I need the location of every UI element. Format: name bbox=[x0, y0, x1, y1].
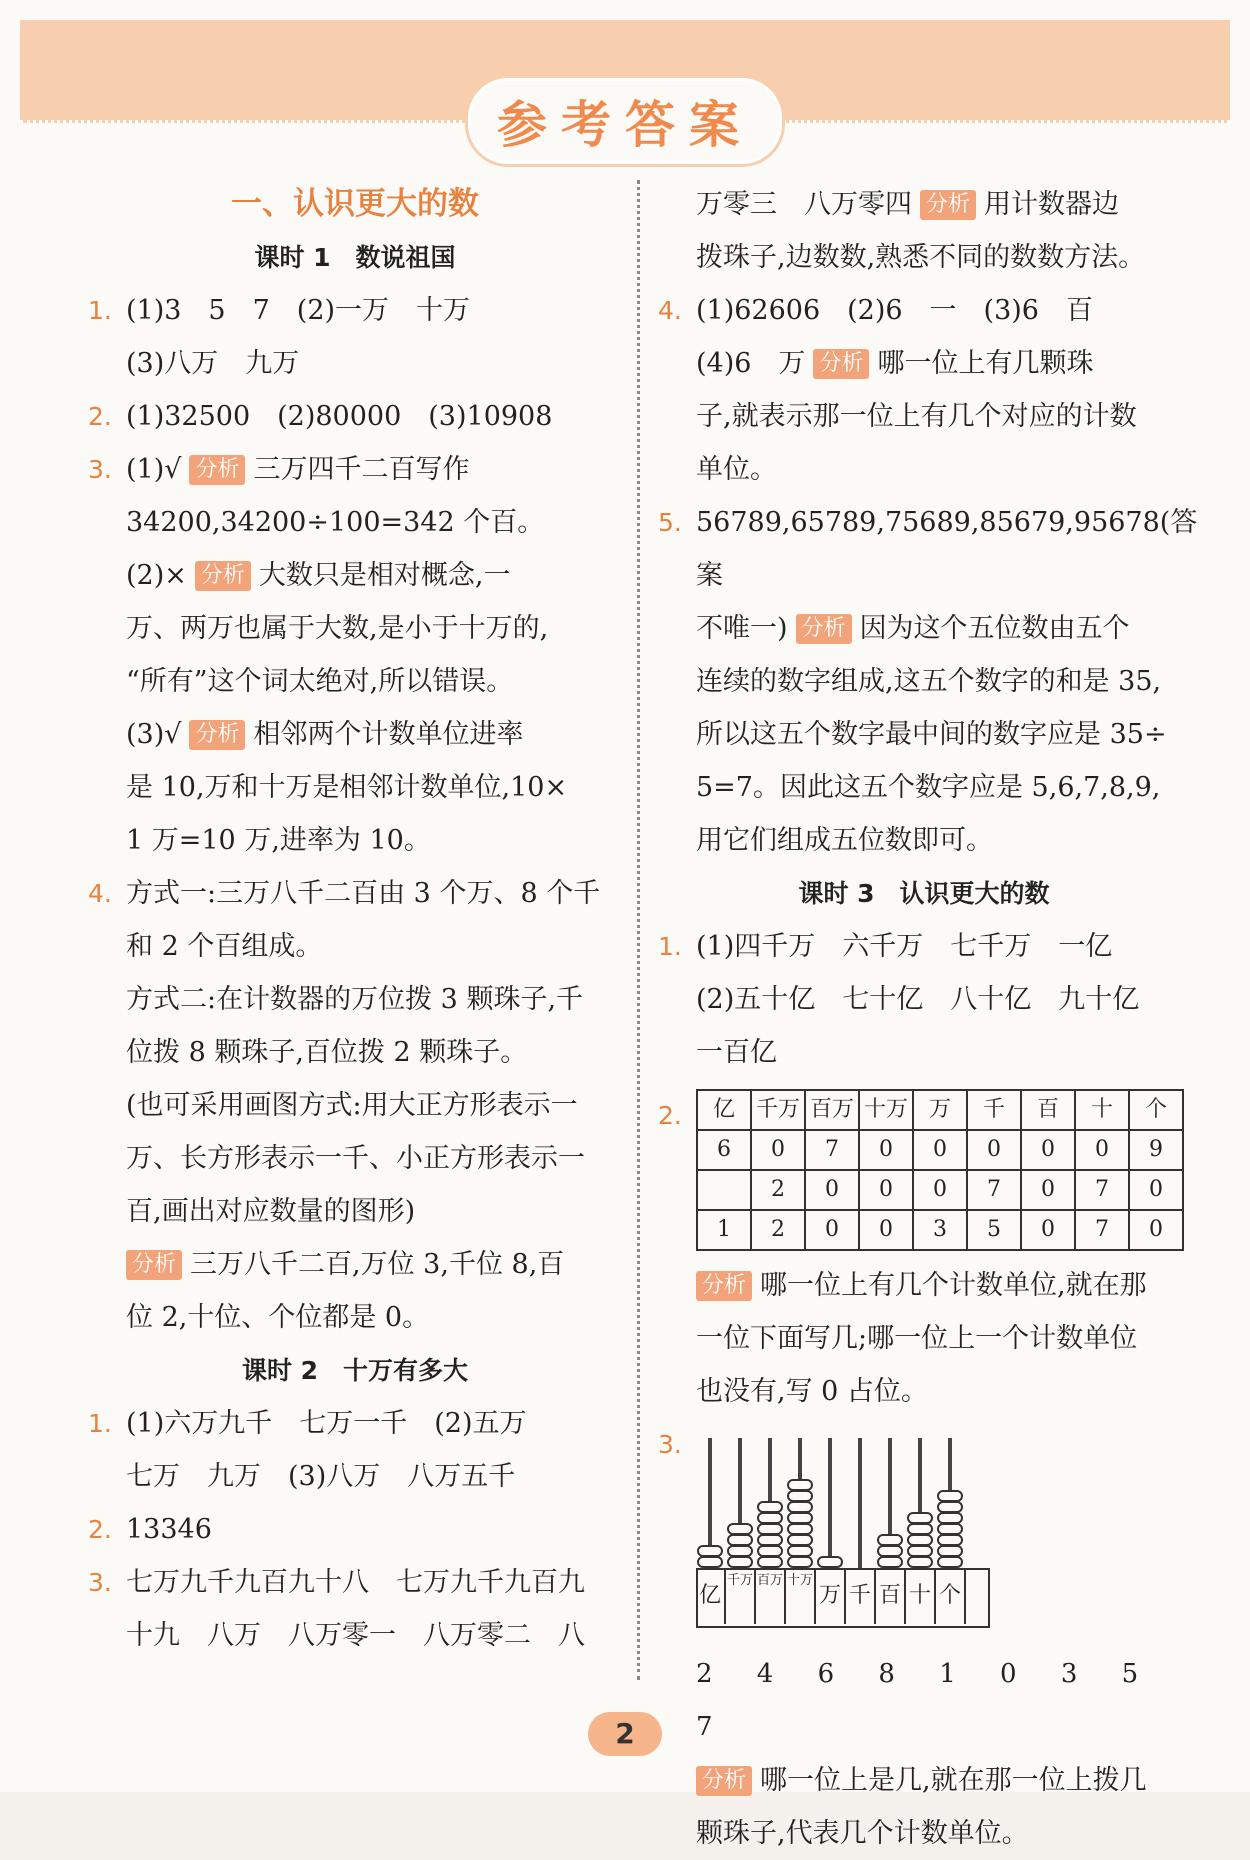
table-cell: 0 bbox=[913, 1170, 967, 1210]
abacus-bead bbox=[907, 1545, 933, 1557]
l1-question-3 bbox=[84, 443, 626, 867]
abacus-bead bbox=[817, 1556, 843, 1568]
answer-line: (1)3 5 7 (2)一万 十万 bbox=[126, 295, 471, 326]
answer-line bbox=[696, 602, 1194, 655]
abacus-label: 十 bbox=[906, 1568, 936, 1624]
answer-line: 34200,34200÷100=342 个百。 bbox=[126, 507, 545, 538]
answer-text: 万零三 八万零四 bbox=[696, 189, 912, 220]
answer-line: (2)五十亿 七十亿 八十亿 九十亿 bbox=[696, 984, 1140, 1015]
analysis-text: 哪一位上是几,就在那一位上拨几 bbox=[760, 1765, 1147, 1796]
answer-line: 13346 bbox=[126, 1514, 212, 1545]
analysis-text: 用计数器边 bbox=[984, 189, 1120, 220]
answer-text: (4)6 万 bbox=[696, 348, 806, 379]
table-header: 十 bbox=[1075, 1090, 1129, 1130]
page-number: 2 bbox=[588, 1712, 662, 1756]
l2-question-3 bbox=[84, 1556, 626, 1662]
l3-question-2 bbox=[654, 1089, 1194, 1418]
analysis-tag: 分析 bbox=[189, 720, 245, 750]
table-header: 百万 bbox=[805, 1090, 859, 1130]
answer-line: 用它们组成五位数即可。 bbox=[696, 825, 993, 856]
answer-line: 万、两万也属于大数,是小于十万的, bbox=[126, 613, 549, 644]
answer-line: 百,画出对应数量的图形) bbox=[126, 1196, 416, 1227]
answer-line: 是 10,万和十万是相邻计数单位,10× bbox=[126, 772, 568, 803]
l2-question-5 bbox=[654, 496, 1198, 867]
table-cell: 7 bbox=[805, 1130, 859, 1170]
table-header: 亿 bbox=[697, 1090, 751, 1130]
abacus-bead bbox=[727, 1534, 753, 1546]
abacus-label: 千 bbox=[846, 1568, 876, 1624]
table-header: 千万 bbox=[751, 1090, 805, 1130]
answer-line bbox=[126, 443, 626, 496]
analysis-tag: 分析 bbox=[126, 1250, 182, 1280]
l2-question-4 bbox=[654, 284, 1194, 496]
abacus-bead bbox=[727, 1545, 753, 1557]
answer-line: 位 2,十位、个位都是 0。 bbox=[126, 1302, 430, 1333]
table-cell: 0 bbox=[1075, 1130, 1129, 1170]
answer-line: 七万九千九百九十八 七万九千九百九 bbox=[126, 1567, 585, 1598]
place-value-table bbox=[696, 1089, 1184, 1251]
abacus-bead bbox=[787, 1545, 813, 1557]
abacus-bead bbox=[937, 1523, 963, 1535]
abacus-label: 百 bbox=[876, 1568, 906, 1624]
analysis-text: 因为这个五位数由五个 bbox=[859, 613, 1130, 644]
answer-line: 颗珠子,代表几个计数单位。 bbox=[696, 1818, 1029, 1849]
table-cell: 0 bbox=[1129, 1170, 1183, 1210]
question-number: 4. bbox=[658, 296, 682, 325]
question-number: 2. bbox=[88, 402, 112, 431]
l2-question-2 bbox=[84, 1503, 626, 1556]
answer-line: 七万 九万 (3)八万 八万五千 bbox=[126, 1461, 516, 1492]
question-number: 5. bbox=[658, 508, 682, 537]
answer-line: 5=7。因此这五个数字应是 5,6,7,8,9, bbox=[696, 772, 1161, 803]
lesson-3-title: 课时 3 认识更大的数 bbox=[798, 879, 1050, 908]
l1-question-1 bbox=[84, 284, 626, 390]
analysis-text: 哪一位上有几个计数单位,就在那 bbox=[760, 1270, 1147, 1301]
answer-line: “所有”这个词太绝对,所以错误。 bbox=[126, 666, 514, 697]
analysis-tag: 分析 bbox=[920, 190, 976, 220]
table-header: 千 bbox=[967, 1090, 1021, 1130]
abacus-bead bbox=[937, 1501, 963, 1513]
answer-line: (1)62606 (2)6 一 (3)6 百 bbox=[696, 295, 1093, 326]
question-number: 1. bbox=[88, 296, 112, 325]
analysis-text: 哪一位上有几颗珠 bbox=[877, 348, 1094, 379]
table-cell: 0 bbox=[859, 1210, 913, 1250]
table-cell: 0 bbox=[913, 1130, 967, 1170]
l3-question-1 bbox=[654, 920, 1194, 1079]
l3-question-3 bbox=[654, 1418, 1194, 1860]
answer-line: 56789,65789,75689,85679,95678(答案 bbox=[696, 507, 1198, 591]
table-cell: 7 bbox=[1075, 1170, 1129, 1210]
abacus-label: 百万 bbox=[756, 1568, 786, 1624]
analysis-tag: 分析 bbox=[796, 614, 852, 644]
answer-line bbox=[696, 178, 1194, 231]
abacus-bead bbox=[757, 1534, 783, 1546]
table-cell: 0 bbox=[1021, 1210, 1075, 1250]
abacus-bead bbox=[727, 1523, 753, 1535]
abacus-bead bbox=[757, 1523, 783, 1535]
table-cell: 2 bbox=[751, 1210, 805, 1250]
abacus-bead bbox=[787, 1512, 813, 1524]
table-cell: 6 bbox=[697, 1130, 751, 1170]
abacus-bead bbox=[757, 1512, 783, 1524]
answer-line: 一百亿 bbox=[696, 1037, 777, 1068]
table-header: 万 bbox=[913, 1090, 967, 1130]
abacus-digits: 2 4 6 8 1 0 3 5 7 bbox=[696, 1659, 1157, 1742]
abacus-bead bbox=[877, 1545, 903, 1557]
answer-line: 连续的数字组成,这五个数字的和是 35, bbox=[696, 666, 1162, 697]
table-header: 百 bbox=[1021, 1090, 1075, 1130]
analysis-tag: 分析 bbox=[189, 455, 245, 485]
lesson-1-title: 课时 1 数说祖国 bbox=[254, 243, 456, 272]
abacus-bead bbox=[907, 1556, 933, 1568]
answer-line: 方式二:在计数器的万位拨 3 颗珠子,千 bbox=[126, 984, 584, 1015]
table-cell: 7 bbox=[1075, 1210, 1129, 1250]
abacus-diagram bbox=[696, 1418, 996, 1648]
answer-line: 一位下面写几;哪一位上一个计数单位 bbox=[696, 1323, 1138, 1354]
table-row bbox=[697, 1130, 1183, 1170]
abacus-label: 千万 bbox=[726, 1568, 756, 1624]
question-number: 2. bbox=[88, 1515, 112, 1544]
table-row bbox=[697, 1170, 1183, 1210]
abacus-bead bbox=[787, 1534, 813, 1546]
abacus-bead bbox=[757, 1545, 783, 1557]
table-cell: 3 bbox=[913, 1210, 967, 1250]
answer-line: (1)六万九千 七万一千 (2)五万 bbox=[126, 1408, 527, 1439]
answer-text: (1)√ bbox=[126, 454, 182, 485]
l2-question-1 bbox=[84, 1397, 626, 1503]
header bbox=[0, 78, 1250, 164]
answer-line: 方式一:三万八千二百由 3 个万、8 个千 bbox=[126, 878, 601, 909]
abacus-label: 亿 bbox=[696, 1568, 726, 1624]
analysis-text: 三万八千二百,万位 3,千位 8,百 bbox=[190, 1249, 565, 1280]
table-cell: 1 bbox=[697, 1210, 751, 1250]
answer-line bbox=[696, 1259, 1194, 1312]
abacus-bead bbox=[787, 1490, 813, 1502]
abacus-bead bbox=[787, 1479, 813, 1491]
abacus-bead bbox=[697, 1556, 723, 1568]
table-row bbox=[697, 1210, 1183, 1250]
page-title: 参考答案 bbox=[468, 78, 782, 164]
answer-line bbox=[696, 337, 1194, 390]
answer-line: (3)八万 九万 bbox=[126, 348, 300, 379]
table-cell: 9 bbox=[1129, 1130, 1183, 1170]
table-header: 十万 bbox=[859, 1090, 913, 1130]
abacus-bead bbox=[757, 1501, 783, 1513]
question-number: 2. bbox=[658, 1101, 682, 1130]
answer-line: 子,就表示那一位上有几个对应的计数 bbox=[696, 401, 1137, 432]
analysis-tag: 分析 bbox=[696, 1271, 752, 1301]
analysis-text: 三万四千二百写作 bbox=[253, 454, 470, 485]
answer-line bbox=[696, 1754, 1194, 1807]
answer-line bbox=[126, 708, 626, 761]
table-cell: 0 bbox=[859, 1170, 913, 1210]
answer-line: 所以这五个数字最中间的数字应是 35÷ bbox=[696, 719, 1167, 750]
answer-line: 单位。 bbox=[696, 454, 777, 485]
answer-line: (1)四千万 六千万 七千万 一亿 bbox=[696, 931, 1113, 962]
answer-line: 万、长方形表示一千、小正方形表示一 bbox=[126, 1143, 585, 1174]
abacus-bead bbox=[757, 1556, 783, 1568]
abacus-bead bbox=[877, 1534, 903, 1546]
table-cell: 0 bbox=[751, 1130, 805, 1170]
answer-text: (2)× bbox=[126, 560, 187, 591]
abacus-bead bbox=[937, 1545, 963, 1557]
l1-question-2 bbox=[84, 390, 626, 443]
analysis-text: 相邻两个计数单位进率 bbox=[253, 719, 524, 750]
question-number: 4. bbox=[88, 879, 112, 908]
answer-line: (也可采用画图方式:用大正方形表示一 bbox=[126, 1090, 578, 1121]
table-cell: 0 bbox=[1129, 1210, 1183, 1250]
table-cell: 0 bbox=[859, 1130, 913, 1170]
right-column bbox=[654, 178, 1198, 1860]
abacus-bead bbox=[877, 1556, 903, 1568]
table-header-row bbox=[697, 1090, 1183, 1130]
column-divider bbox=[637, 180, 640, 1680]
abacus-bead bbox=[907, 1512, 933, 1524]
abacus-bead bbox=[937, 1556, 963, 1568]
table-cell: 0 bbox=[805, 1170, 859, 1210]
analysis-tag: 分析 bbox=[195, 561, 251, 591]
left-column bbox=[84, 178, 626, 1662]
question-number: 1. bbox=[88, 1409, 112, 1438]
analysis-tag: 分析 bbox=[696, 1766, 752, 1796]
question-number: 1. bbox=[658, 932, 682, 961]
question-number: 3. bbox=[88, 455, 112, 484]
abacus-label: 十万 bbox=[786, 1568, 816, 1624]
abacus-bead bbox=[937, 1534, 963, 1546]
section-title: 一、认识更大的数 bbox=[231, 186, 479, 222]
table-cell: 7 bbox=[967, 1170, 1021, 1210]
answer-line: (1)32500 (2)80000 (3)10908 bbox=[126, 401, 553, 432]
abacus-rod bbox=[858, 1438, 862, 1578]
abacus-bead bbox=[937, 1490, 963, 1502]
answer-line bbox=[126, 1238, 626, 1291]
table-cell: 5 bbox=[967, 1210, 1021, 1250]
answer-line: 拨珠子,边数数,熟悉不同的数数方法。 bbox=[696, 242, 1146, 273]
abacus-bead bbox=[937, 1512, 963, 1524]
abacus-bead bbox=[907, 1534, 933, 1546]
table-cell: 0 bbox=[1021, 1170, 1075, 1210]
l1-question-4 bbox=[84, 867, 626, 1344]
table-cell: 0 bbox=[967, 1130, 1021, 1170]
table-cell bbox=[697, 1170, 751, 1210]
table-cell: 0 bbox=[1021, 1130, 1075, 1170]
table-header: 个 bbox=[1129, 1090, 1183, 1130]
abacus-bead bbox=[697, 1545, 723, 1557]
answer-line: 也没有,写 0 占位。 bbox=[696, 1376, 928, 1407]
abacus-label: 万 bbox=[816, 1568, 846, 1624]
answer-text: (3)√ bbox=[126, 719, 182, 750]
abacus-label: 个 bbox=[936, 1568, 966, 1624]
abacus-bead bbox=[787, 1501, 813, 1513]
table-cell: 2 bbox=[751, 1170, 805, 1210]
l2-question-3-continued bbox=[654, 178, 1194, 284]
abacus-bead bbox=[727, 1556, 753, 1568]
abacus-bead bbox=[907, 1523, 933, 1535]
table-cell: 0 bbox=[805, 1210, 859, 1250]
answer-text: 不唯一) bbox=[696, 613, 788, 644]
abacus-bead bbox=[787, 1523, 813, 1535]
answer-line bbox=[126, 549, 626, 602]
question-number: 3. bbox=[658, 1430, 682, 1459]
question-number: 3. bbox=[88, 1568, 112, 1597]
answer-line: 十九 八万 八万零一 八万零二 八 bbox=[126, 1620, 585, 1651]
analysis-tag: 分析 bbox=[813, 349, 869, 379]
answer-line: 1 万=10 万,进率为 10。 bbox=[126, 825, 431, 856]
answer-line: 和 2 个百组成。 bbox=[126, 931, 323, 962]
analysis-text: 大数只是相对概念,一 bbox=[258, 560, 511, 591]
abacus-bead bbox=[787, 1556, 813, 1568]
lesson-2-title: 课时 2 十万有多大 bbox=[241, 1356, 469, 1385]
answer-line: 位拨 8 颗珠子,百位拨 2 颗珠子。 bbox=[126, 1037, 528, 1068]
